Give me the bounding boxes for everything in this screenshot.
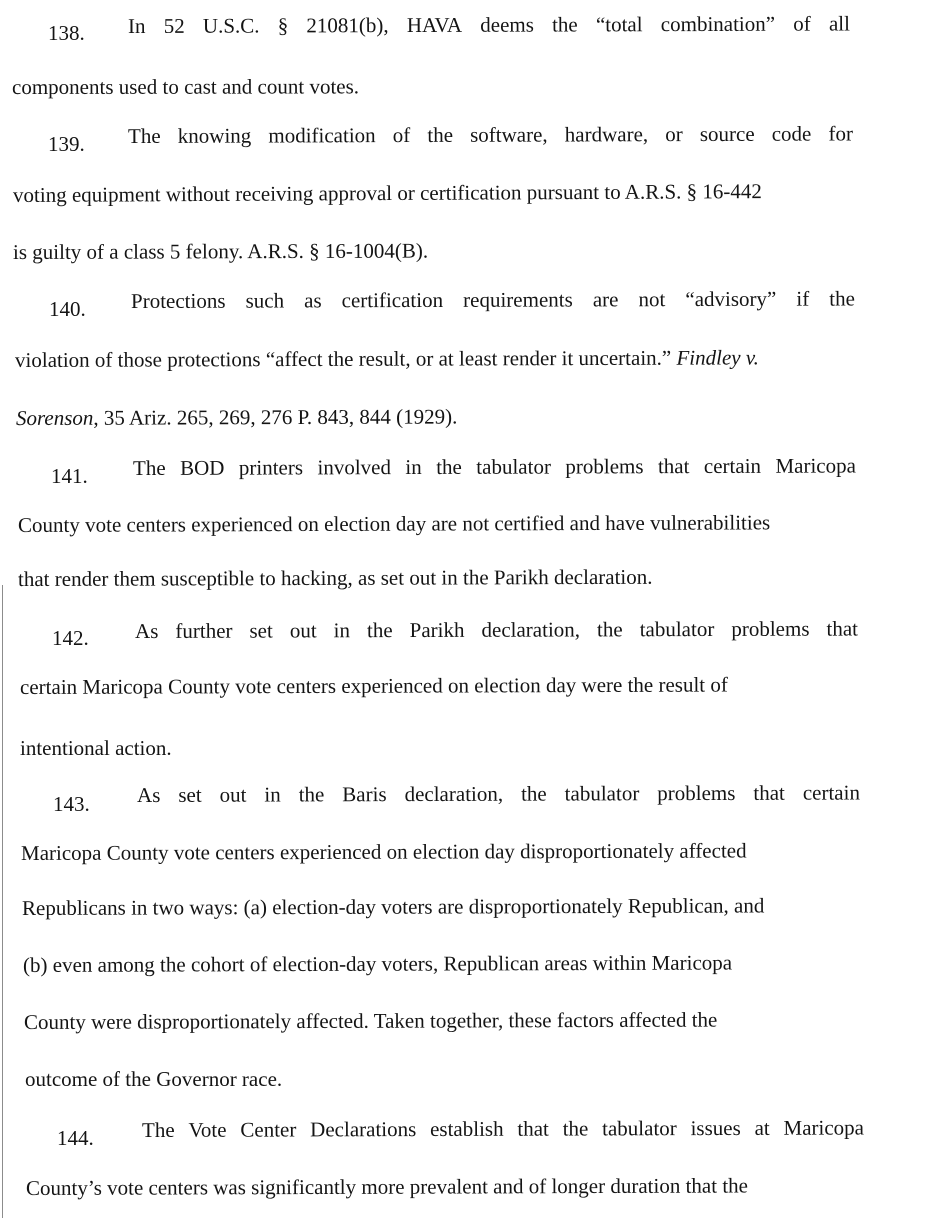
word: 21081(b), bbox=[306, 13, 389, 38]
word: that bbox=[657, 454, 690, 479]
word: that bbox=[517, 1116, 549, 1141]
left-margin-rule bbox=[2, 585, 3, 1218]
word: the bbox=[596, 617, 623, 642]
paragraph-line: Sorenson, 35 Ariz. 265, 269, 276 P. 843, 844 (1929). bbox=[15, 404, 458, 430]
word: Baris bbox=[342, 782, 387, 807]
word: “total bbox=[595, 12, 643, 37]
word: issues bbox=[690, 1115, 741, 1141]
word: software, bbox=[470, 122, 548, 147]
word: or bbox=[665, 122, 683, 147]
paragraph-line bbox=[131, 285, 855, 314]
word: at bbox=[754, 1115, 770, 1140]
word: In bbox=[127, 13, 146, 38]
paragraph-number: 143. bbox=[53, 792, 90, 816]
word: HAVA bbox=[406, 12, 463, 38]
word: as bbox=[304, 288, 322, 313]
word: problems bbox=[657, 780, 736, 806]
word: tabulator bbox=[602, 1116, 677, 1141]
paragraph-line: violation of those protections “affect the result, or at least render it uncertain.” Findley v. bbox=[14, 345, 759, 372]
word: involved bbox=[317, 455, 392, 480]
paragraph-line: County were disproportionately affected. Taken together, these factors affected the bbox=[23, 1007, 718, 1034]
word: BOD bbox=[180, 455, 225, 480]
word: As bbox=[136, 782, 161, 807]
paragraph-line: intentional action. bbox=[20, 736, 172, 760]
word: are bbox=[592, 287, 619, 312]
paragraph-number: 139. bbox=[48, 132, 85, 156]
paragraph-line bbox=[137, 779, 860, 808]
paragraph-line: voting equipment without receiving approval or certification pursuant to A.R.S. § 16-442 bbox=[12, 179, 762, 207]
word: declaration, bbox=[481, 617, 581, 642]
word: of bbox=[793, 11, 811, 36]
word: in bbox=[264, 782, 281, 807]
paragraph-line bbox=[142, 1114, 864, 1143]
word: the bbox=[552, 12, 578, 37]
word: further bbox=[175, 618, 233, 643]
word: Declarations bbox=[310, 1117, 417, 1142]
word: certain bbox=[802, 780, 860, 805]
word: out bbox=[219, 782, 247, 807]
paragraph-line bbox=[133, 452, 856, 481]
case-citation-italic: Sorenson bbox=[15, 405, 94, 430]
word: tabulator bbox=[564, 781, 640, 806]
word: the bbox=[562, 1116, 589, 1141]
paragraph-line: components used to cast and count votes. bbox=[11, 74, 360, 99]
word: Parikh bbox=[409, 617, 465, 643]
paragraph-line: that render them susceptible to hacking, as set out in the Parikh declaration. bbox=[17, 564, 653, 591]
word: establish bbox=[430, 1116, 504, 1141]
paragraph-line: outcome of the Governor race. bbox=[25, 1067, 283, 1091]
paragraph-line: Maricopa County vote centers experienced on election day disproportionately affected bbox=[20, 838, 747, 865]
word: out bbox=[289, 618, 317, 643]
word: the bbox=[829, 286, 855, 311]
word: “advisory” bbox=[685, 286, 777, 312]
word: declaration, bbox=[404, 781, 504, 807]
paragraph-line bbox=[128, 10, 850, 39]
word: source bbox=[699, 121, 755, 147]
paragraph-number: 144. bbox=[57, 1126, 94, 1150]
word: not bbox=[638, 287, 666, 312]
word: the bbox=[427, 122, 454, 147]
word: As bbox=[134, 618, 159, 643]
word: in bbox=[333, 618, 351, 643]
paragraph-line: certain Maricopa County vote centers experienced on election day were the result of bbox=[19, 672, 728, 699]
word: Center bbox=[240, 1117, 297, 1142]
paragraph-line: County’s vote centers was significantly more prevalent and of longer duration that the bbox=[25, 1173, 749, 1200]
paragraph-line: (b) even among the cohort of election-day voters, Republican areas within Maricopa bbox=[22, 950, 733, 977]
paragraph-line: is guilty of a class 5 felony. A.R.S. § 16-1004(B). bbox=[12, 238, 429, 264]
word: that bbox=[826, 616, 859, 641]
paragraph-number: 140. bbox=[49, 297, 86, 321]
word: that bbox=[753, 780, 785, 805]
word: problems bbox=[731, 616, 810, 641]
paragraph-number: 142. bbox=[52, 626, 89, 650]
word: deems bbox=[480, 12, 534, 37]
word: all bbox=[828, 11, 850, 36]
word: § bbox=[277, 13, 289, 38]
paragraph-line bbox=[135, 615, 858, 644]
paragraph-line bbox=[128, 120, 853, 149]
word: for bbox=[828, 121, 854, 146]
paragraph-line: County vote centers experienced on election day are not certified and have vulnerabilities bbox=[17, 510, 771, 537]
word: in bbox=[405, 454, 422, 480]
word: knowing bbox=[177, 123, 252, 148]
paragraph-number: 141. bbox=[51, 464, 88, 488]
word: hardware, bbox=[564, 122, 649, 147]
word: Vote bbox=[188, 1117, 227, 1142]
word: such bbox=[245, 288, 285, 313]
word: if bbox=[796, 286, 810, 311]
word: Maricopa bbox=[775, 453, 856, 478]
word: Maricopa bbox=[783, 1115, 865, 1140]
word: the bbox=[521, 781, 547, 806]
word: problems bbox=[565, 454, 644, 479]
word: Protections bbox=[130, 288, 226, 313]
paragraph-number: 138. bbox=[48, 21, 85, 45]
word: the bbox=[298, 782, 325, 807]
word: tabulator bbox=[639, 616, 715, 642]
word: set bbox=[178, 782, 202, 807]
word: set bbox=[249, 618, 273, 643]
word: modification bbox=[268, 123, 376, 148]
word: of bbox=[392, 123, 411, 148]
word: The bbox=[127, 123, 161, 148]
word: certain bbox=[703, 453, 762, 479]
word: requirements bbox=[463, 287, 573, 312]
word: printers bbox=[238, 455, 304, 480]
word: certification bbox=[341, 287, 444, 313]
word: tabulator bbox=[476, 454, 551, 479]
word: The bbox=[132, 455, 166, 480]
paragraph-line: Republicans in two ways: (a) election-day voters are disproportionately Republican, and bbox=[21, 893, 765, 920]
word: the bbox=[366, 618, 393, 643]
word: code bbox=[771, 121, 812, 146]
word: combination” bbox=[660, 11, 776, 37]
word: the bbox=[436, 454, 462, 479]
word: 52 bbox=[163, 13, 185, 38]
word: The bbox=[141, 1117, 175, 1142]
word: U.S.C. bbox=[202, 13, 260, 38]
case-citation-italic: Findley v. bbox=[676, 345, 759, 370]
